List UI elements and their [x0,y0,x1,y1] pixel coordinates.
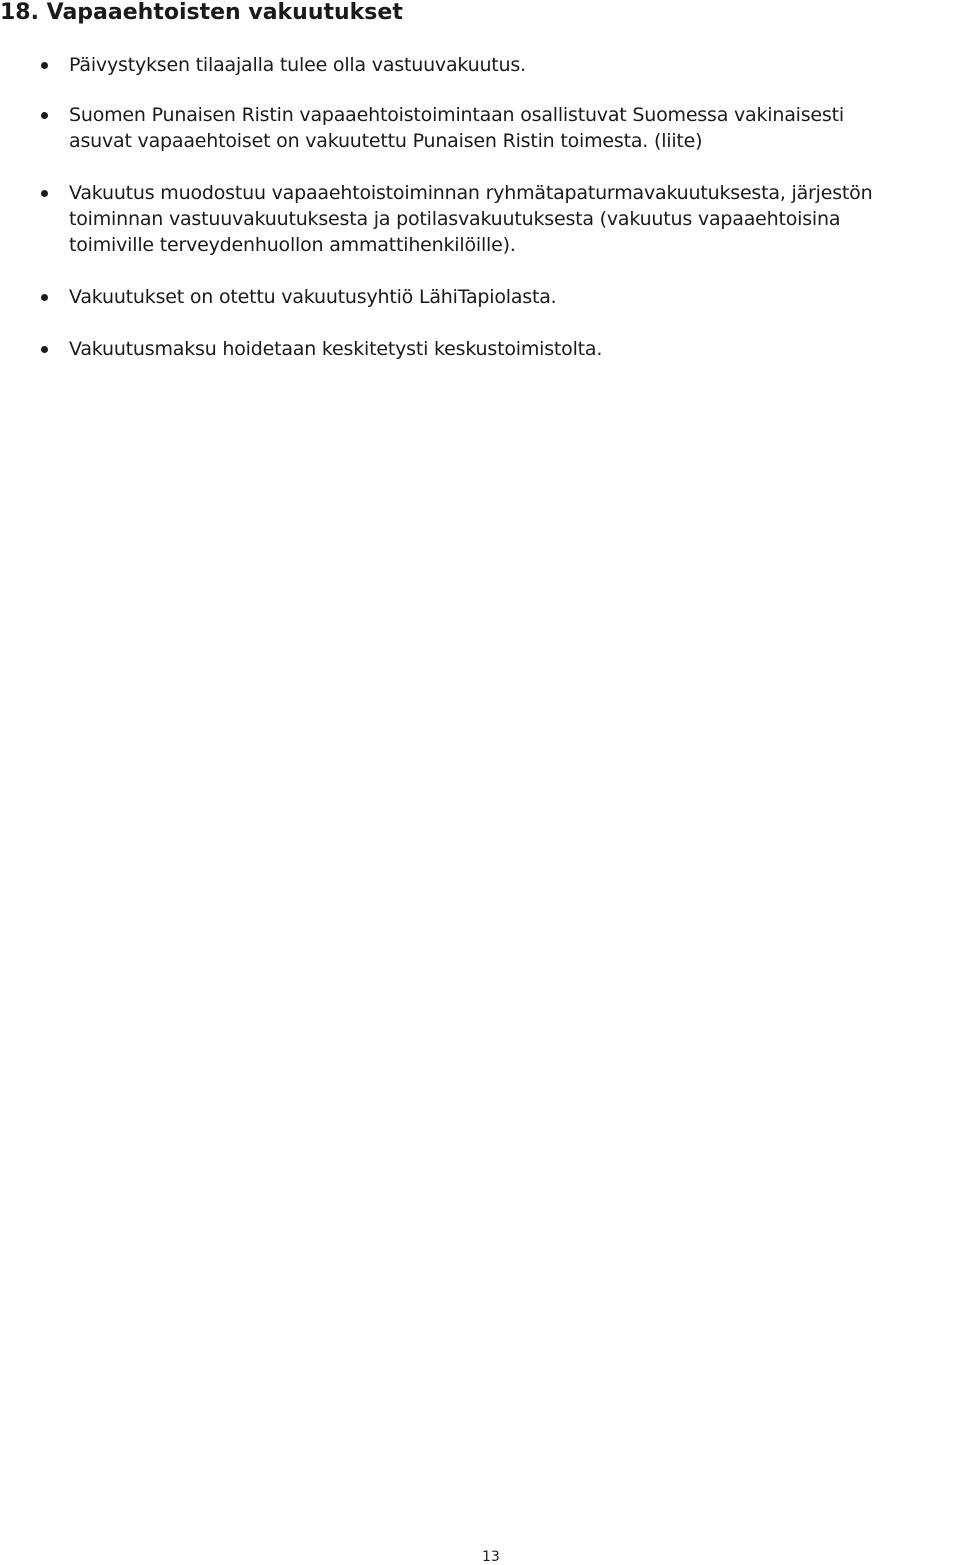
bullet-list [0,52,960,388]
bullet-icon [41,62,48,69]
list-item-text: Suomen Punaisen Ristin vapaaehtoistoimintaan osallistuvat Suomessa vakinaisesti [69,104,844,126]
list-item-text: Vakuutukset on otettu vakuutusyhtiö LähiTapiolasta. [69,286,557,308]
list-item [0,336,960,362]
list-item [0,102,960,154]
list-item-text: Vakuutusmaksu hoidetaan keskitetysti keskustoimistolta. [69,338,603,360]
list-item-text: toiminnan vastuuvakuutuksesta ja potilasvakuutuksesta (vakuutus vapaaehtoisina [69,208,841,230]
page-title: 18. Vapaaehtoisten vakuutukset [0,0,403,25]
bullet-icon [41,112,48,119]
list-item-text: toimiville terveydenhuollon ammattihenkilöille). [69,234,516,256]
page-number: 13 [482,1549,500,1565]
list-item-text: Päivystyksen tilaajalla tulee olla vastuuvakuutus. [69,54,526,76]
list-item [0,180,960,258]
list-item [0,284,960,310]
list-item-text: asuvat vapaaehtoiset on vakuutettu Punaisen Ristin toimesta. (liite) [69,130,703,152]
list-item-text: Vakuutus muodostuu vapaaehtoistoiminnan ryhmätapaturmavakuutuksesta, järjestön [69,182,873,204]
bullet-icon [41,346,48,353]
list-item [0,52,960,78]
bullet-icon [41,294,48,301]
bullet-icon [41,190,48,197]
